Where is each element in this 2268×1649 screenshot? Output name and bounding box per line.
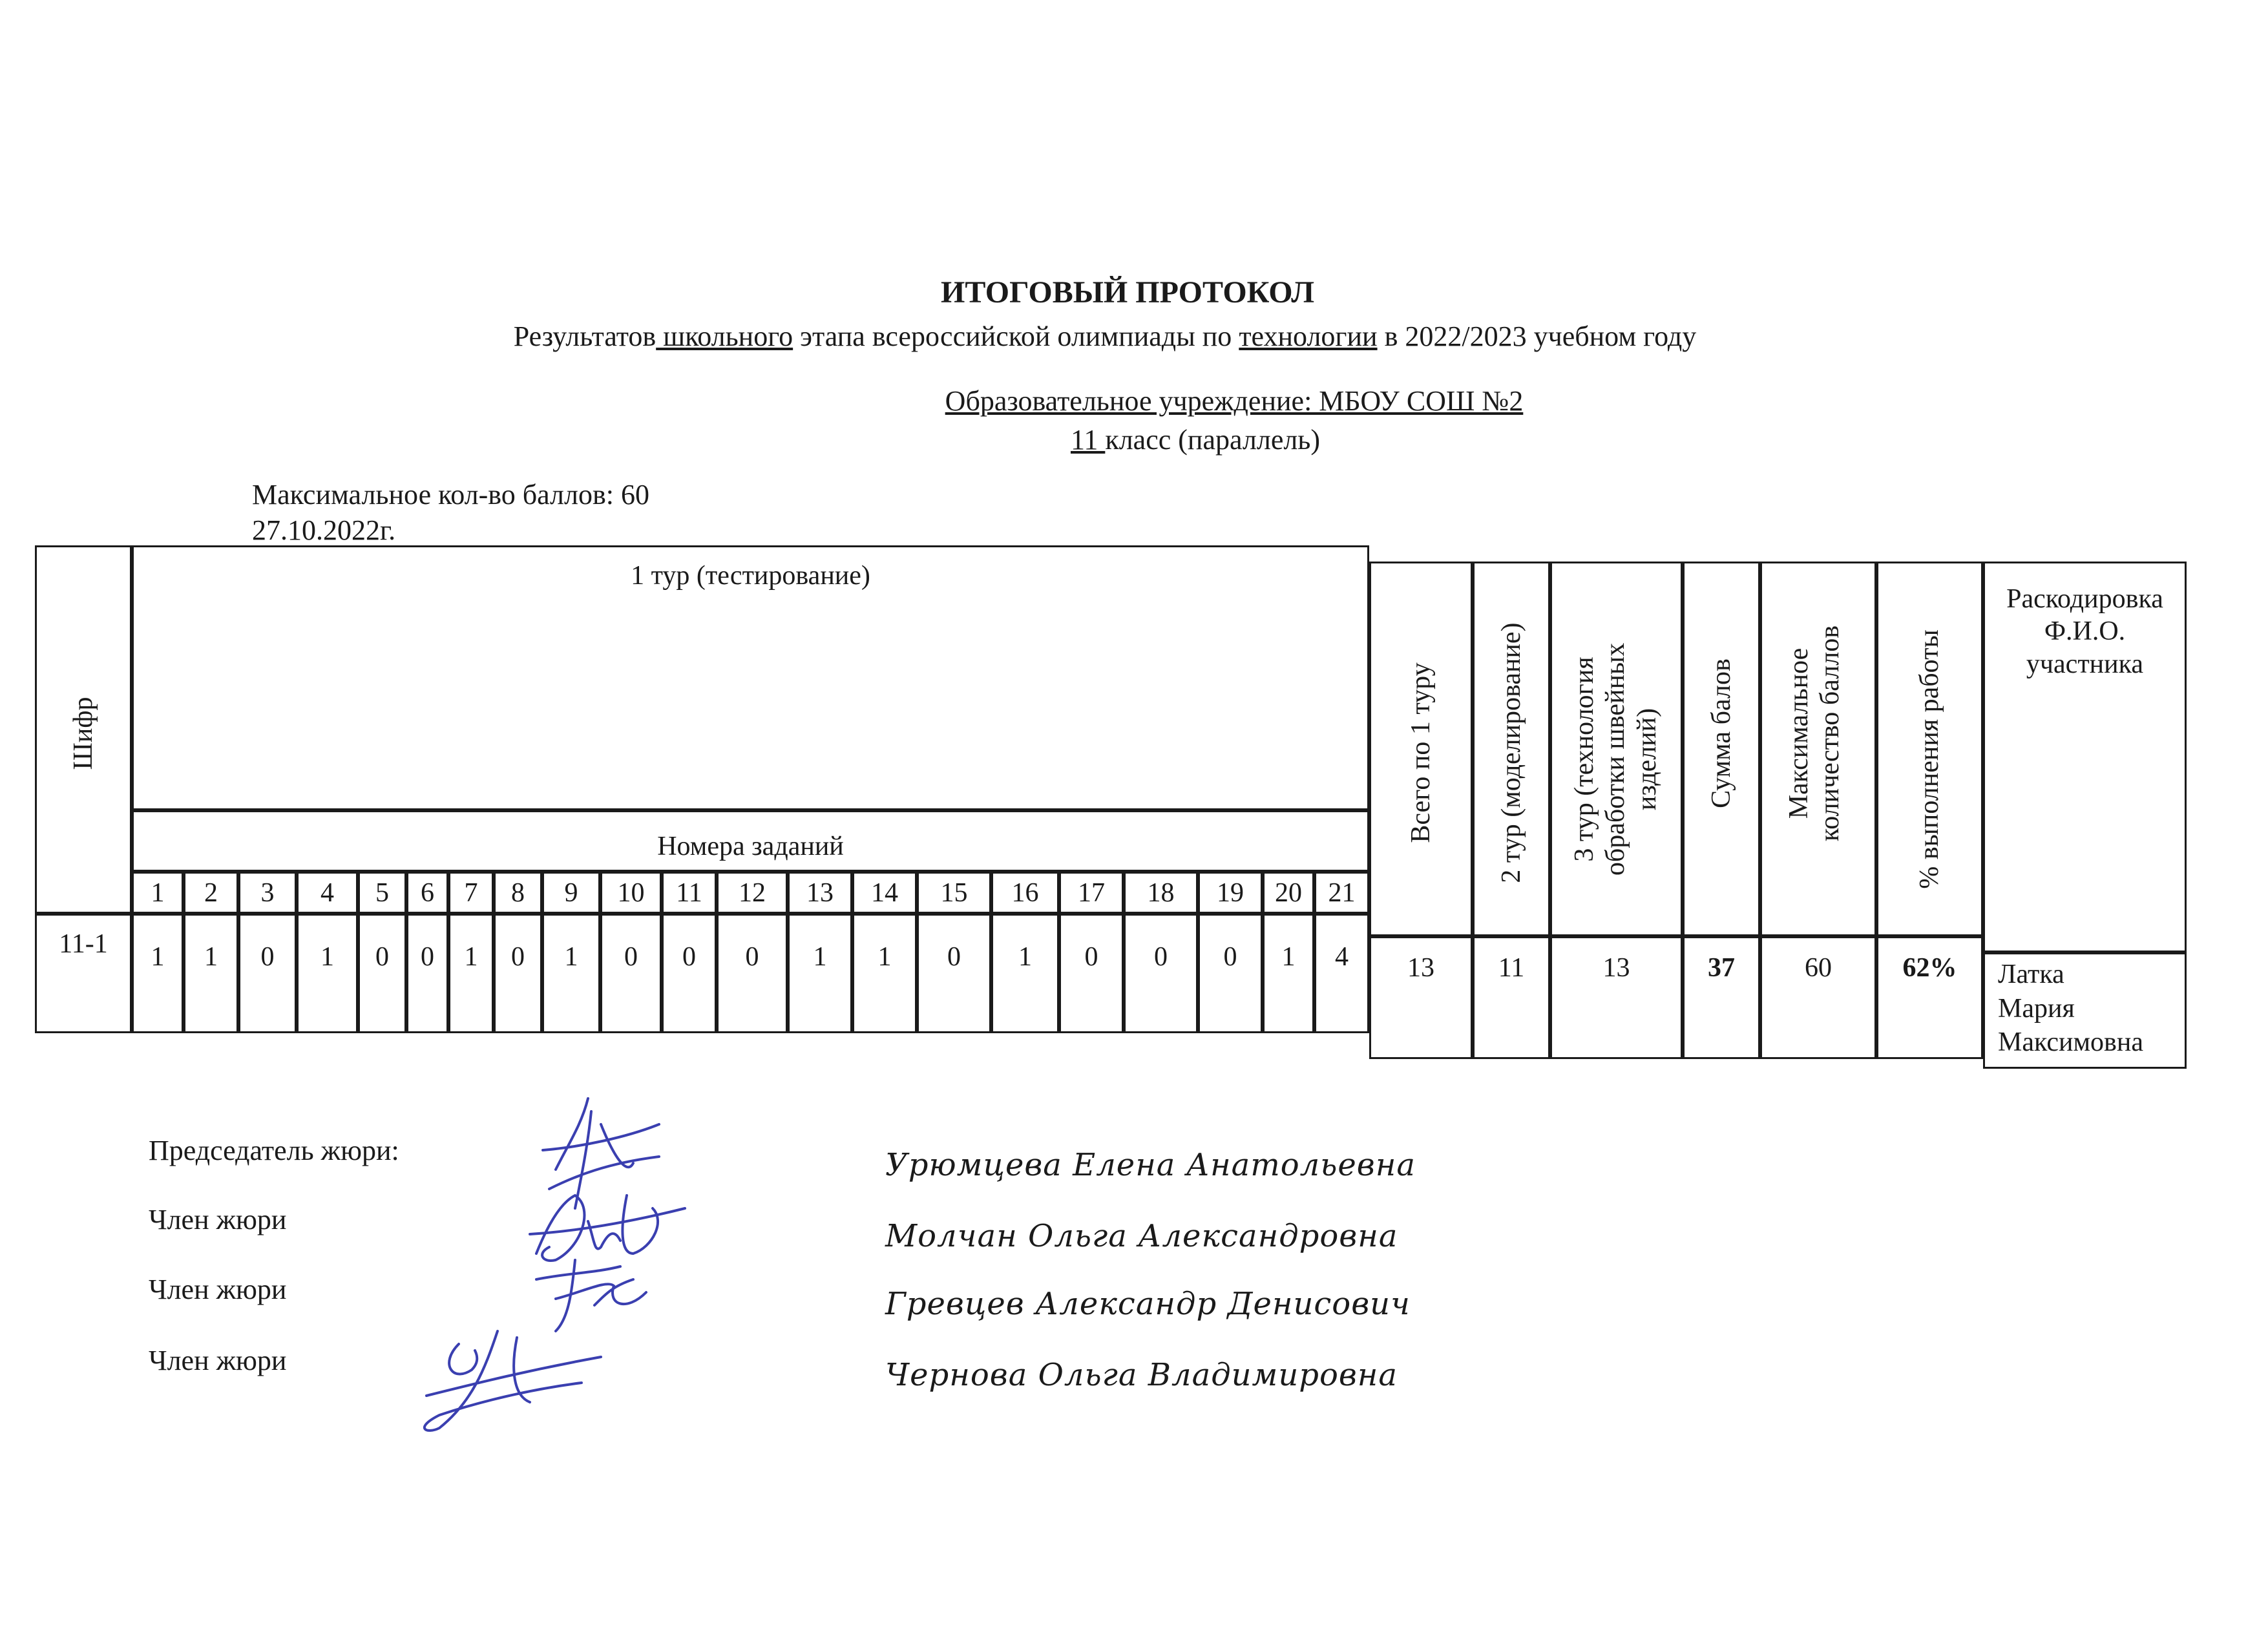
class-number: 11 [1070, 424, 1106, 456]
jury-member-role: Член жюри [149, 1204, 287, 1235]
task-number-cell: 13 [788, 872, 852, 914]
jury-chair-name: Урюмцева Елена Анатольевна [885, 1147, 1416, 1183]
task-score-cell: 0 [917, 914, 991, 1033]
row-percent: 62% [1876, 936, 1983, 1059]
class-label: класс (параллель) [1105, 424, 1321, 456]
row-max: 60 [1760, 936, 1876, 1059]
row-name [1983, 952, 2187, 1069]
task-number-cell: 17 [1059, 872, 1124, 914]
subtitle-part: в 2022/2023 учебном году [1377, 320, 1697, 352]
task-score-cell: 1 [297, 914, 358, 1033]
task-score-cell: 1 [991, 914, 1059, 1033]
row-tour3: 13 [1550, 936, 1683, 1059]
header-total1-label: Всего по 1 туру [1406, 662, 1436, 843]
max-points: Максимальное кол-во баллов: 60 [252, 479, 649, 510]
task-score-cell: 1 [448, 914, 494, 1033]
jury-member-role: Член жюри [149, 1274, 287, 1305]
row-cipher: 11-1 [35, 914, 132, 1033]
task-score-cell: 4 [1314, 914, 1369, 1033]
subtitle-part: этапа всероссийской олимпиады по [793, 320, 1239, 352]
header-tour1 [132, 545, 1369, 810]
task-number-cell: 2 [184, 872, 238, 914]
header-percent-label: % выполнения работы [1915, 629, 1944, 889]
task-number-cell: 20 [1263, 872, 1314, 914]
protocol-date: 27.10.2022г. [252, 514, 396, 546]
task-score-cell: 0 [717, 914, 788, 1033]
tour1-label: 1 тур (тестирование) [631, 561, 870, 591]
subtitle-stage: школьного [656, 320, 793, 352]
task-score-cell: 0 [1059, 914, 1124, 1033]
header-sum-label: Сумма балов [1706, 658, 1736, 808]
row-total1: 13 [1369, 936, 1473, 1059]
task-number-cell: 12 [717, 872, 788, 914]
participant-surname: Латка [1998, 960, 2064, 989]
jury-member-name: Чернова Ольга Владимировна [885, 1357, 1398, 1393]
header-tour3-label [1569, 582, 1666, 937]
participant-firstname: Мария [1998, 993, 2075, 1024]
task-score-cell: 0 [1198, 914, 1263, 1033]
max-line: Максимальное [1784, 647, 1814, 819]
jury-chair-role: Председатель жюри: [149, 1135, 399, 1166]
task-number-cell: 21 [1314, 872, 1369, 914]
decode-line: Раскодировка [2006, 584, 2163, 614]
task-score-cell: 0 [358, 914, 406, 1033]
tour3-line: изделий) [1632, 708, 1662, 811]
task-number-cell: 14 [852, 872, 917, 914]
task-number-cell: 11 [662, 872, 717, 914]
task-number-cell: 19 [1198, 872, 1263, 914]
task-score-cell: 0 [494, 914, 542, 1033]
header-decode [1983, 562, 2187, 952]
task-number-cell: 5 [358, 872, 406, 914]
signature-member-3 [401, 1318, 614, 1441]
header-task-numbers [132, 810, 1369, 872]
task-numbers-label: Номера заданий [657, 832, 844, 861]
jury-member-name: Гревцев Александр Денисович [885, 1286, 1411, 1322]
task-score-cell: 0 [1124, 914, 1198, 1033]
jury-member-name: Молчан Ольга Александровна [885, 1218, 1398, 1254]
row-sum: 37 [1683, 936, 1760, 1059]
task-number-cell: 3 [238, 872, 297, 914]
task-score-cell: 1 [542, 914, 600, 1033]
header-tour2-label: 2 тур (моделирование) [1496, 622, 1526, 883]
document-title: ИТОГОВЫЙ ПРОТОКОЛ [941, 275, 1314, 310]
max-line: количество баллов [1815, 625, 1845, 842]
task-number-cell: 4 [297, 872, 358, 914]
task-number-cell: 16 [991, 872, 1059, 914]
task-score-cell: 1 [788, 914, 852, 1033]
task-score-cell: 0 [662, 914, 717, 1033]
subtitle-subject: технологии [1239, 320, 1378, 352]
subtitle-part: Результатов [513, 320, 656, 352]
row-tour2: 11 [1473, 936, 1550, 1059]
header-max-label [1783, 611, 1854, 856]
task-score-cell: 1 [132, 914, 184, 1033]
task-number-cell: 10 [600, 872, 662, 914]
tour3-line: обработки швейных [1601, 642, 1631, 876]
task-number-cell: 1 [132, 872, 184, 914]
decode-line: участника [2026, 649, 2144, 679]
tour3-line: 3 тур (технология [1570, 656, 1599, 862]
task-score-cell: 1 [1263, 914, 1314, 1033]
task-number-cell: 18 [1124, 872, 1198, 914]
participant-patronymic: Максимовна [1998, 1027, 2143, 1057]
task-score-cell: 0 [600, 914, 662, 1033]
task-number-cell: 6 [406, 872, 448, 914]
decode-line: Ф.И.О. [2044, 616, 2126, 647]
header-cipher-label: Шифр [68, 697, 98, 770]
jury-member-role: Член жюри [149, 1345, 287, 1376]
task-score-cell: 1 [184, 914, 238, 1033]
task-number-cell: 9 [542, 872, 600, 914]
task-score-cell: 1 [852, 914, 917, 1033]
school-name: Образовательное учреждение: МБОУ СОШ №2 [945, 385, 1524, 417]
task-number-cell: 15 [917, 872, 991, 914]
task-number-cell: 7 [448, 872, 494, 914]
task-score-cell: 0 [238, 914, 297, 1033]
task-score-cell: 0 [406, 914, 448, 1033]
task-number-cell: 8 [494, 872, 542, 914]
